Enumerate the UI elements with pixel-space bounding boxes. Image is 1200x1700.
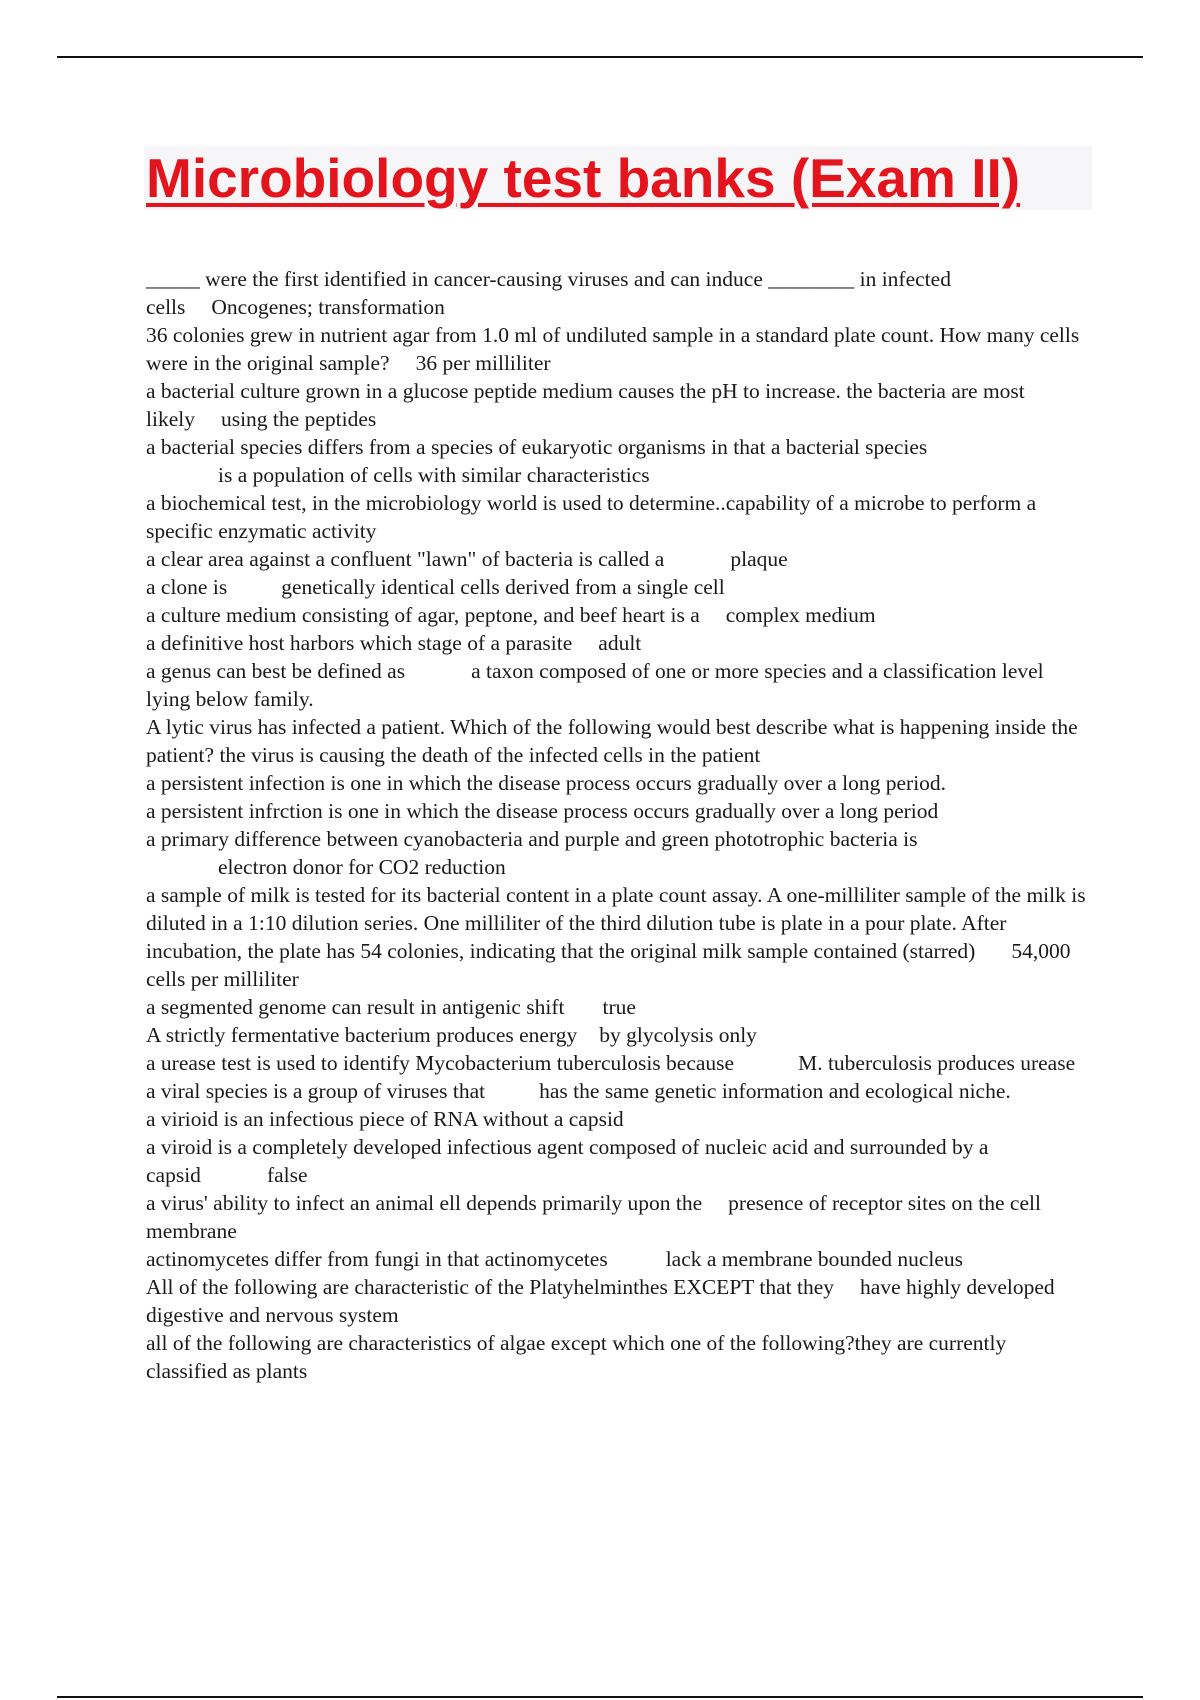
answer: lack a membrane bounded nucleus	[665, 1247, 964, 1271]
qa-entry	[146, 1133, 1086, 1189]
question: a persistent infrction is one in which	[146, 799, 459, 823]
answer: they are currently classified as plants	[146, 1331, 1007, 1383]
qa-entry	[146, 489, 1086, 545]
document-title: Microbiology test banks (Exam II)	[146, 147, 1021, 209]
question: a viral species is a group of viruses that	[146, 1079, 486, 1103]
answer: capability of a microbe to perform a specific enzymatic activity	[146, 491, 1037, 543]
question: a genus can best be defined as	[146, 659, 406, 683]
question: actinomycetes differ from fungi in that actinomycetes	[146, 1247, 608, 1271]
answer: by glycolysis only	[599, 1023, 757, 1047]
qa-entry	[146, 265, 1086, 321]
answer: using the peptides	[220, 407, 377, 431]
qa-entry	[146, 573, 1086, 601]
qa-entry	[146, 601, 1086, 629]
answer: has the same genetic information and ecological niche.	[539, 1079, 1011, 1103]
answer: adult	[598, 631, 642, 655]
qa-entry	[146, 321, 1086, 377]
question: a urease test is used to identify Mycobacterium tuberculosis because	[146, 1051, 735, 1075]
question: a clone is	[146, 575, 228, 599]
answer: the virus is causing the death of the infected cells in the patient	[219, 743, 761, 767]
qa-entry	[146, 1105, 1086, 1133]
qa-entry	[146, 629, 1086, 657]
qa-entry	[146, 1273, 1086, 1329]
qa-entry	[146, 433, 1086, 489]
question: a clear area against a confluent "lawn" of bacteria is called a	[146, 547, 665, 571]
answer: plaque	[730, 547, 788, 571]
answer: electron donor for CO2 reduction	[218, 855, 506, 879]
question: a biochemical test, in the microbiology world is used to determine..	[146, 491, 726, 515]
answer: true	[602, 995, 636, 1019]
qa-entry	[146, 769, 1086, 797]
qa-entry	[146, 993, 1086, 1021]
question: a persistent infection is one in which	[146, 771, 462, 795]
answer: presence of receptor sites on the cell membrane	[146, 1191, 1041, 1243]
question: A strictly fermentative bacterium produces energy	[146, 1023, 578, 1047]
top-rule	[57, 56, 1143, 58]
question: a viroid is a completely developed infectious agent composed of nucleic acid and surrounded by a capsid	[146, 1135, 989, 1187]
question: a culture medium consisting of agar, peptone, and beef heart is a	[146, 603, 700, 627]
answer: infectious piece of RNA without a capsid	[269, 1107, 624, 1131]
question: 36 colonies grew in nutrient agar from 1.0 ml of undiluted sample in a standard plate count. How many cells were in the original sample?	[146, 323, 1080, 375]
question: a virus' ability to infect an animal ell depends primarily upon the	[146, 1191, 703, 1215]
qa-entry	[146, 713, 1086, 769]
qa-entry	[146, 1329, 1086, 1385]
answer: a taxon composed of one or more species and a classification level lying below family.	[146, 659, 1044, 711]
answer: genetically identical cells derived from a single cell	[281, 575, 725, 599]
answer: is a population of cells with similar characteristics	[218, 463, 650, 487]
qa-entry	[146, 545, 1086, 573]
question: A lytic virus has infected a patient. Which of the following would best describe what is happening inside the patient?	[146, 715, 1078, 767]
answer: have highly developed digestive and nervous system	[146, 1275, 1055, 1327]
answer: the disease process occurs gradually over a long period	[464, 799, 939, 823]
question: a bacterial culture grown in a glucose peptide medium causes the pH to increase. the bacteria are most likely	[146, 379, 1025, 431]
answer: the disease process occurs gradually over a long period.	[466, 771, 947, 795]
qa-entry	[146, 797, 1086, 825]
answer: Oncogenes; transformation	[211, 295, 445, 319]
qa-entry	[146, 1049, 1086, 1077]
answer: 36 per milliliter	[415, 351, 551, 375]
answer: complex medium	[725, 603, 876, 627]
question: a virioid is an	[146, 1107, 264, 1131]
qa-entry	[146, 1189, 1086, 1245]
qa-entry	[146, 657, 1086, 713]
bottom-rule	[57, 1696, 1143, 1698]
qa-entry	[146, 377, 1086, 433]
question: a bacterial species differs from a species of eukaryotic organisms in that a bacterial species	[146, 435, 928, 459]
qa-entry	[146, 1077, 1086, 1105]
question: a primary difference between cyanobacteria and purple and green phototrophic bacteria is	[146, 827, 918, 851]
qa-entry	[146, 1245, 1086, 1273]
answer: 54,000 cells per milliliter	[146, 939, 1071, 991]
question: _____ were the first identified in cancer-causing viruses and can induce ________ in infected cells	[146, 267, 951, 319]
question: All of the following are characteristic of the Platyhelminthes EXCEPT that they	[146, 1275, 835, 1299]
question: a definitive host harbors which stage of a parasite	[146, 631, 573, 655]
qa-entry	[146, 881, 1086, 993]
question: a sample of milk is tested for its bacterial content in a plate count assay. A one-milliliter sample of the milk is diluted in a 1:10 dilution series. One milliliter of the third dilution tube is plate in a pour plate. After incubation, the plate has 54 colonies, indicating that the original milk sample contained (starred)	[146, 883, 1086, 963]
question: a segmented genome can result in antigenic shift	[146, 995, 565, 1019]
qa-entry	[146, 825, 1086, 881]
answer: false	[266, 1163, 308, 1187]
question: all of the following are characteristics of algae except which one of the following?	[146, 1331, 855, 1355]
qa-list	[146, 265, 1086, 1385]
qa-entry	[146, 1021, 1086, 1049]
answer: M. tuberculosis produces urease	[798, 1051, 1076, 1075]
